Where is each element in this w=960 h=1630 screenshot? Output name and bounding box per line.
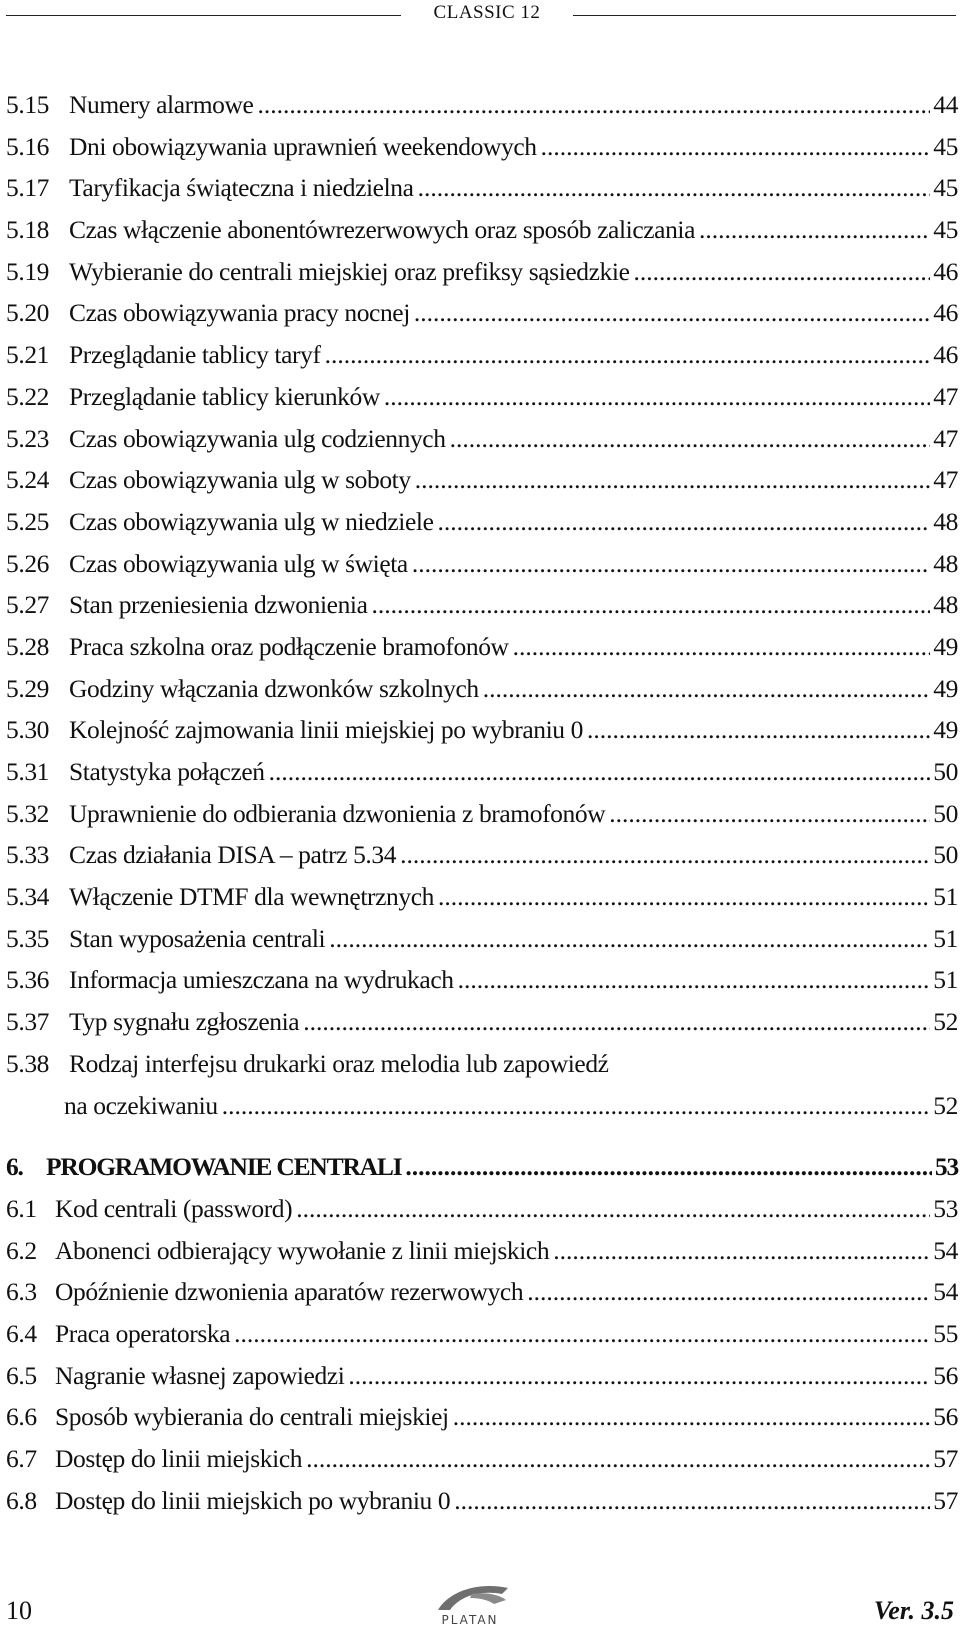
toc-chapter-heading — [6, 1146, 958, 1188]
toc-entry — [6, 543, 958, 585]
toc-entry-number: 5.16 — [6, 131, 50, 161]
toc-entry-page: 47 — [933, 423, 958, 453]
toc-entry-page: 51 — [933, 965, 958, 995]
toc-entry-page: 48 — [933, 548, 958, 578]
toc-entry-number: 5.18 — [6, 215, 50, 245]
dot-leader — [234, 1313, 930, 1355]
dot-leader — [222, 1085, 931, 1127]
toc-entry — [6, 501, 958, 543]
toc-entry-number: 5.20 — [6, 298, 50, 328]
toc-entry — [6, 876, 958, 918]
dot-leader — [450, 418, 931, 460]
dot-leader — [527, 1271, 930, 1313]
toc-entry-page: 46 — [933, 256, 958, 286]
toc-entry-number: 5.15 — [6, 90, 50, 119]
toc-entry-title: Czas działania DISA – patrz 5.34 — [69, 840, 397, 870]
dot-leader — [348, 1355, 930, 1397]
toc-entry-page: 49 — [933, 631, 958, 661]
header-title: CLASSIC 12 — [433, 2, 541, 23]
toc-entry-page: 50 — [933, 840, 958, 870]
toc-entry — [6, 1480, 958, 1522]
dot-leader — [553, 1230, 930, 1272]
toc-entry — [6, 1230, 958, 1272]
toc-entry-title: Czas obowiązywania ulg w święta — [69, 548, 408, 578]
toc-entry-number: 5.22 — [6, 381, 50, 411]
toc-entry — [6, 834, 958, 876]
toc-entry — [6, 84, 958, 126]
dot-leader — [541, 126, 931, 168]
dot-leader — [453, 1396, 931, 1438]
page-number: 10 — [6, 1596, 32, 1625]
toc-entry — [6, 584, 958, 626]
dot-leader — [414, 292, 930, 334]
toc-entry — [6, 1001, 958, 1043]
toc-entry — [6, 709, 958, 751]
toc-entry — [6, 1396, 958, 1438]
dot-leader — [303, 1001, 930, 1043]
dot-leader — [384, 376, 930, 418]
toc-entry — [6, 959, 958, 1001]
toc-entry-number: 5.21 — [6, 340, 50, 370]
dot-leader — [438, 876, 930, 918]
page-header — [0, 0, 960, 30]
toc-entry — [6, 376, 958, 418]
toc-entry-page: 47 — [933, 465, 958, 495]
dot-leader — [454, 1480, 930, 1522]
toc-entry-page: 50 — [933, 757, 958, 786]
toc-entry-title: Kod centrali (password) — [55, 1193, 293, 1223]
toc-entry-title: Czas obowiązywania ulg codziennych — [69, 423, 446, 453]
toc-entry-page: 52 — [933, 1007, 958, 1037]
toc-entry — [6, 668, 958, 710]
table-of-contents — [6, 84, 958, 1521]
dot-leader — [609, 793, 930, 835]
toc-entry-title: PROGRAMOWANIE CENTRALI — [46, 1152, 402, 1182]
dot-leader — [587, 709, 930, 751]
toc-entry — [6, 459, 958, 501]
toc-entry-page: 46 — [933, 298, 958, 328]
toc-entry — [6, 626, 958, 668]
toc-entry-title: Czas włączenie abonentówrezerwowych oraz sposób zaliczania — [69, 215, 696, 245]
dot-leader — [634, 251, 931, 293]
toc-entry — [6, 334, 958, 376]
header-rule-left — [6, 15, 401, 16]
toc-entry — [6, 793, 958, 835]
toc-entry — [6, 251, 958, 293]
toc-entry-page: 51 — [933, 882, 958, 912]
toc-entry-page: 46 — [933, 340, 958, 370]
toc-entry-page: 51 — [933, 923, 958, 953]
toc-entry-title: Stan przeniesienia dzwonienia — [69, 590, 368, 620]
toc-entry-number: 6.5 — [6, 1360, 37, 1390]
dot-leader — [412, 543, 930, 585]
dot-leader — [296, 1188, 930, 1230]
toc-entry-title: Kolejność zajmowania linii miejskiej po wybraniu 0 — [69, 715, 583, 745]
dot-leader — [405, 1146, 931, 1188]
dot-leader — [400, 834, 930, 876]
dot-leader — [418, 167, 931, 209]
platan-logo-text: PLATAN — [441, 1613, 499, 1627]
toc-entry-title: Praca operatorska — [55, 1318, 231, 1348]
toc-entry-number: 6.1 — [6, 1193, 37, 1223]
toc-entry-number: 5.38 — [6, 1048, 50, 1078]
toc-entry-title: Stan wyposażenia centrali — [69, 923, 326, 953]
toc-entry-page: 44 — [933, 90, 958, 119]
toc-entry-title: Nagranie własnej zapowiedzi — [55, 1360, 345, 1390]
toc-entry-title: Rodzaj interfejsu drukarki oraz melodia lub zapowiedź — [69, 1048, 609, 1078]
toc-entry-number: 5.32 — [6, 798, 50, 828]
toc-entry-title: Typ sygnału zgłoszenia — [69, 1007, 300, 1037]
toc-entry-title: Abonenci odbierający wywołanie z linii miejskich — [55, 1235, 550, 1265]
version-label: Ver. 3.5 — [873, 1596, 954, 1625]
toc-entry — [6, 1271, 958, 1313]
toc-entry-number: 6.6 — [6, 1402, 37, 1432]
toc-entry-title: Sposób wybierania do centrali miejskiej — [55, 1402, 449, 1432]
toc-entry — [6, 1313, 958, 1355]
toc-entry-number: 5.24 — [6, 465, 50, 495]
dot-leader — [329, 918, 930, 960]
toc-entry-page: 45 — [933, 215, 958, 245]
toc-entry-number: 5.27 — [6, 590, 50, 620]
toc-entry-number: 5.19 — [6, 256, 50, 286]
toc-entry-page: 47 — [933, 381, 958, 411]
toc-entry-page: 56 — [933, 1360, 958, 1390]
toc-entry-title: Czas obowiązywania ulg w niedziele — [69, 506, 434, 536]
toc-entry — [6, 126, 958, 168]
toc-entry-number: 5.17 — [6, 173, 50, 203]
toc-entry-title: Czas obowiązywania pracy nocnej — [69, 298, 410, 328]
toc-entry — [6, 292, 958, 334]
toc-entry-number: 5.35 — [6, 923, 50, 953]
toc-entry-number: 5.31 — [6, 757, 50, 786]
toc-entry-page: 48 — [933, 506, 958, 536]
toc-entry-page: 57 — [933, 1444, 958, 1473]
toc-entry-number: 5.23 — [6, 423, 50, 453]
toc-entry-number: 6. — [6, 1152, 23, 1182]
toc-entry-number: 5.34 — [6, 882, 50, 912]
toc-entry-page: 53 — [933, 1193, 958, 1223]
dot-leader — [438, 501, 931, 543]
dot-leader — [699, 209, 930, 251]
toc-entry-title: Czas obowiązywania ulg w soboty — [69, 465, 411, 495]
toc-entry-page: 54 — [933, 1277, 958, 1307]
dot-leader — [257, 84, 930, 126]
toc-entry-number: 6.2 — [6, 1235, 37, 1265]
toc-entry-title: Uprawnienie do odbierania dzwonienia z bramofonów — [69, 798, 606, 828]
toc-entry-number: 5.33 — [6, 840, 50, 870]
toc-entry-number: 5.29 — [6, 673, 50, 703]
toc-entry — [6, 1355, 958, 1397]
toc-entry-title: Informacja umieszczana na wydrukach — [69, 965, 454, 995]
toc-entry-page: 45 — [933, 131, 958, 161]
toc-entry-number: 5.26 — [6, 548, 50, 578]
toc-entry — [6, 1043, 958, 1085]
toc-entry-page: 49 — [933, 673, 958, 703]
toc-entry-title: Dni obowiązywania uprawnień weekendowych — [69, 131, 537, 161]
toc-entry-page: 48 — [933, 590, 958, 620]
dot-leader — [372, 584, 931, 626]
toc-entry-page: 54 — [933, 1235, 958, 1265]
dot-leader — [269, 751, 931, 793]
toc-entry-number: 5.25 — [6, 506, 50, 536]
toc-entry-number: 5.28 — [6, 631, 50, 661]
toc-entry — [6, 209, 958, 251]
dot-leader — [513, 626, 931, 668]
toc-entry-title: Wybieranie do centrali miejskiej oraz prefiksy sąsiedzkie — [69, 256, 630, 286]
toc-entry-title: Dostęp do linii miejskich — [55, 1444, 303, 1473]
toc-entry-title: Statystyka połączeń — [69, 757, 265, 786]
toc-entry-page: 55 — [933, 1318, 958, 1348]
toc-entry-number: 5.37 — [6, 1007, 50, 1037]
toc-entry — [6, 167, 958, 209]
toc-entry-title: Godziny włączania dzwonków szkolnych — [69, 673, 479, 703]
toc-entry — [6, 418, 958, 460]
toc-entry-continuation — [6, 1085, 958, 1127]
dot-leader — [325, 334, 931, 376]
toc-entry-title: Przeglądanie tablicy kierunków — [69, 381, 380, 411]
dot-leader — [483, 668, 931, 710]
toc-entry-title: Włączenie DTMF dla wewnętrznych — [69, 882, 434, 912]
toc-entry-title: na oczekiwaniu — [64, 1090, 218, 1120]
toc-entry-title: Dostęp do linii miejskich po wybraniu 0 — [55, 1485, 451, 1515]
toc-entry-title: Opóźnienie dzwonienia aparatów rezerwowych — [55, 1277, 524, 1307]
toc-entry-page: 56 — [933, 1402, 958, 1432]
toc-entry-title: Numery alarmowe — [69, 90, 254, 119]
toc-entry-number: 5.30 — [6, 715, 50, 745]
header-rule-right — [573, 15, 956, 16]
toc-entry-number: 5.36 — [6, 965, 50, 995]
toc-entry-number: 6.3 — [6, 1277, 37, 1307]
toc-entry-page: 57 — [933, 1485, 958, 1515]
toc-entry-page: 45 — [933, 173, 958, 203]
toc-entry — [6, 1438, 958, 1480]
toc-entry-number: 6.4 — [6, 1318, 37, 1348]
toc-entry-title: Praca szkolna oraz podłączenie bramofonów — [69, 631, 509, 661]
toc-entry-title: Przeglądanie tablicy taryf — [69, 340, 321, 370]
toc-entry-page: 50 — [933, 798, 958, 828]
toc-entry-number: 6.8 — [6, 1485, 37, 1515]
toc-entry — [6, 751, 958, 793]
toc-entry — [6, 918, 958, 960]
dot-leader — [458, 959, 931, 1001]
dot-leader — [415, 459, 931, 501]
toc-entry-page: 52 — [933, 1090, 958, 1120]
toc-entry-title: Taryfikacja świąteczna i niedzielna — [69, 173, 414, 203]
toc-entry-page: 49 — [933, 715, 958, 745]
toc-entry-number: 6.7 — [6, 1444, 37, 1473]
toc-entry — [6, 1188, 958, 1230]
toc-entry-page: 53 — [934, 1152, 958, 1182]
dot-leader — [306, 1438, 930, 1480]
